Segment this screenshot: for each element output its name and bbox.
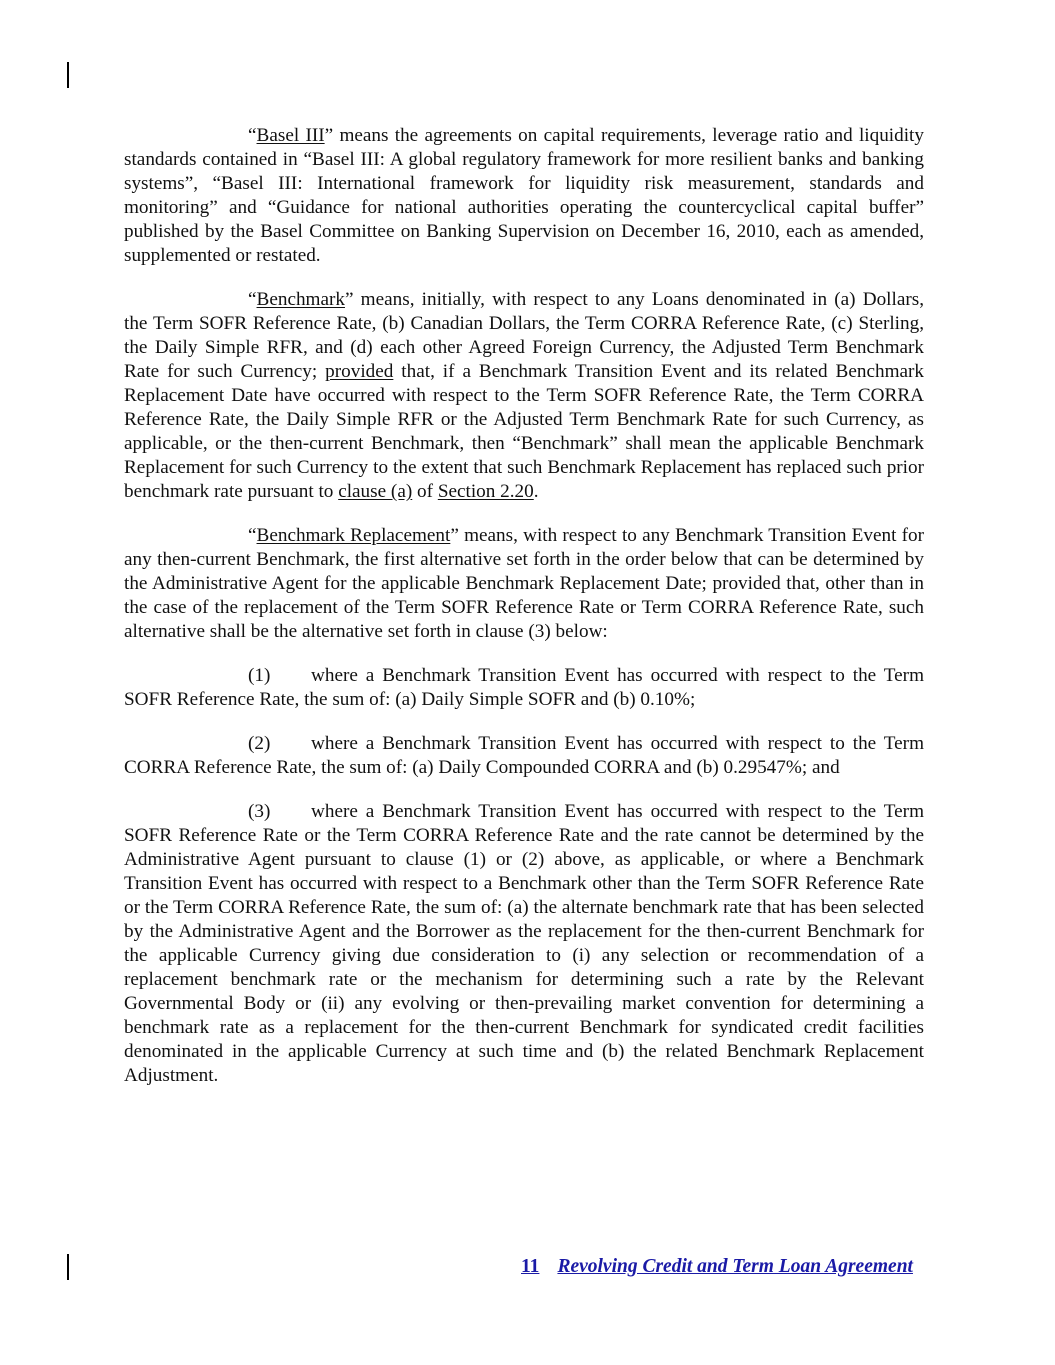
clause-number: (2) [248,733,271,754]
change-bar-top [67,62,69,88]
definition-text: means, with respect to any Benchmark Transition Event for any then-current Benchmark, the first alternative set forth in the order below that can be determined by the Administrative Agent for the applicable Benchmark Replacement Date; provided that, other than in the case of the replacement of the Term SOFR Reference Rate or Term CORRA Reference Rate, such alternative shall be the alternative set forth in clause (3) below: [124,525,924,642]
clause-2 [124,732,924,780]
open-quote: “ [248,289,257,310]
close-quote: ” [344,289,354,310]
defined-term: Benchmark [256,289,345,310]
change-bar-bottom [67,1254,69,1280]
clause-reference: clause (a) [338,481,413,502]
definition-benchmark-replacement [124,524,924,644]
clause-text: where a Benchmark Transition Event has occurred with respect to the Term SOFR Reference Rate or the Term CORRA Reference Rate and the rate cannot be determined by the Administrative Agent pursuant to clause (1) or (2) above, as applicable, or where a Benchmark Transition Event has occurred with respect to a Benchmark other than the Term SOFR Reference Rate or the Term CORRA Reference Rate, the sum of: (a) the alternate benchmark rate that has been selected by the Administrative Agent and the Borrower as the replacement for the then-current Benchmark for the applicable Currency giving due consideration to (i) any selection or recommendation of a replacement benchmark rate or the mechanism for determining such a rate by the Relevant Governmental Body or (ii) any evolving or then-prevailing market convention for determining a benchmark rate as a replacement for the then-current Benchmark for syndicated credit facilities denominated in the applicable Currency at such time and (b) the related Benchmark Replacement Adjustment. [124,801,924,1086]
clause-number: (3) [248,801,271,822]
clause-number: (1) [248,665,271,686]
page-footer [521,1256,913,1278]
provided-term: provided [325,361,394,382]
close-quote: ” [324,125,334,146]
page-number: 11 [521,1256,540,1277]
clause-text: where a Benchmark Transition Event has occurred with respect to the Term SOFR Reference Rate, the sum of: (a) Daily Simple SOFR and (b) 0.10%; [124,665,924,710]
section-reference: Section 2.20 [437,481,534,502]
document-title: Revolving Credit and Term Loan Agreement [557,1256,913,1277]
open-quote: “ [248,525,257,546]
definition-text: . [533,481,539,502]
clause-text: where a Benchmark Transition Event has occurred with respect to the Term CORRA Reference Rate, the sum of: (a) Daily Compounded CORRA and (b) 0.29547%; and [124,733,924,778]
definition-text: means the agreements on capital requirements, leverage ratio and liquidity standards contained in “Basel III: A global regulatory framework for more resilient banks and banking systems”, “Basel III: International framework for liquidity risk measurement, standards and monitoring” and “Guidance for national authorities operating the countercyclical capital buffer” published by the Basel Committee on Banking Supervision on December 16, 2010, each as amended, supplemented or restated. [124,125,924,266]
defined-term: Basel III [256,125,325,146]
clause-1 [124,664,924,712]
clause-3 [124,800,924,1088]
open-quote: “ [248,125,257,146]
definition-text: means, initially, with respect to any Loans denominated in (a) Dollars, the Term SOFR Reference Rate, (b) Canadian Dollars, the Term CORRA Reference Rate, (c) Sterling, the Daily Simple RFR, and (d) each other Agreed Foreign Currency, the Adjusted Term Benchmark Rate for such Currency; [124,289,924,382]
definition-text: of [412,481,438,502]
defined-term: Benchmark Replacement [256,525,451,546]
document-body [124,124,924,1108]
close-quote: ” [450,525,459,546]
definition-benchmark [124,288,924,504]
definition-basel-iii [124,124,924,268]
definition-text: that, if a Benchmark Transition Event and its related Benchmark Replacement Date have occurred with respect to the Term SOFR Reference Rate, the Term CORRA Reference Rate, the Daily Simple RFR or the Adjusted Term Benchmark Rate for such Currency, as applicable, or the then-current Benchmark, then “Benchmark” shall mean the applicable Benchmark Replacement for such Currency to the extent that such Benchmark Replacement has replaced such prior benchmark rate pursuant to [124,361,924,502]
